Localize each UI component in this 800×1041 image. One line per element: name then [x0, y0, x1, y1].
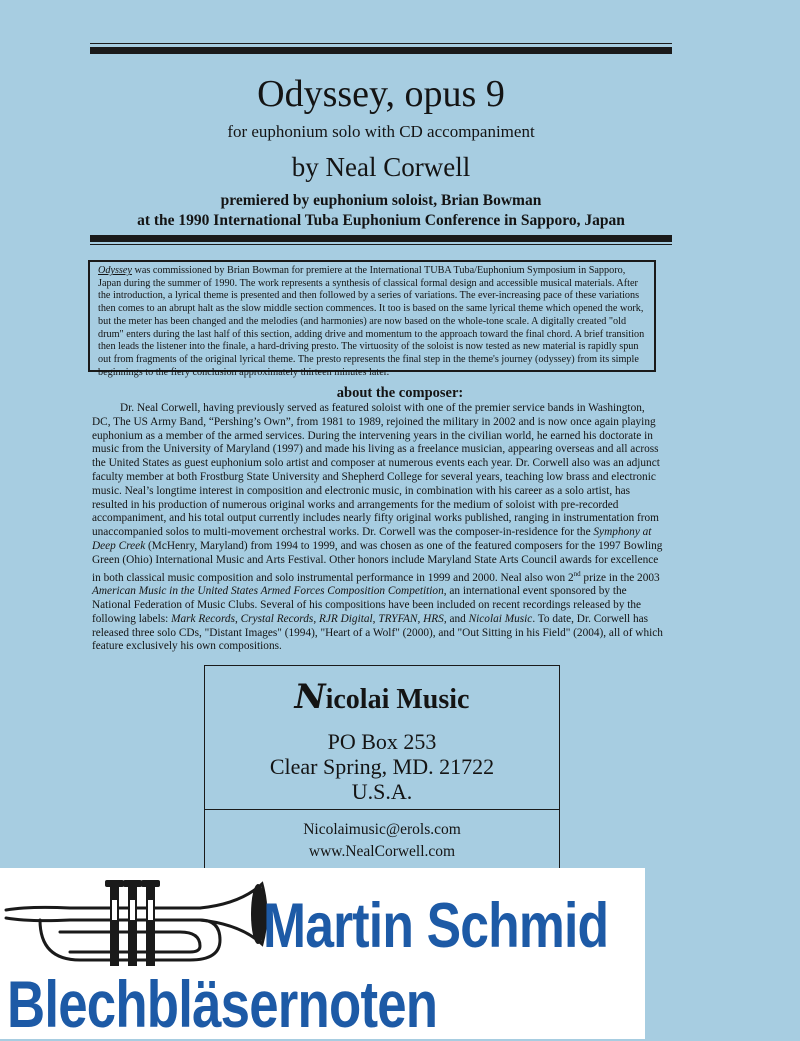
publisher-email: Nicolaimusic@erols.com — [303, 821, 461, 838]
publisher-name: Nicolai Music — [294, 677, 470, 717]
composer-biography: Dr. Neal Corwell, having previously served as featured soloist with one of the premier service bands in Washington, DC, The US Army Band, “Pershing’s Own”, from 1981 to 1989, rejoined the military in 2002 and is now once again playing euphonium as a member of the armed services. During the intervening years in the civilian world, he earned his doctorate in music from the University of Maryland (1997) and made his living as a freelance musician, appearing overseas and all across the United States as guest euphonium solo artist and composer at numerous events each year. Dr. Corwell also was an adjunct faculty member at both Frostburg State University and Shepherd College for several years, teaching low brass and electronic music. Neal’s longtime interest in composition and electronic music, in combination with his career as a solo artist, has resulted in his production of numerous original works and arrangements for the medium of soloist with pre-recorded accompaniment, and his total output currently includes nearly fifty original works published, ranging in instrumentation from unaccompanied solos to multi-movement orchestral works. Dr. Corwell was the composer-in-residence for the Symphony at Deep Creek (McHenry, Maryland) from 1994 to 1999, and was chosen as one of the featured composers for the 1997 Bowling Green (Ohio) International Music and Arts Festival. Other honors include Maryland State Arts Council awards for excellence in both classical music composition and solo instrumental performance in 1999 and 2000. Neal also won 2nd prize in the 2003 American Music in the United States Armed Forces Composition Competition, an international event sponsored by the National Federation of Music Clubs. Several of his compositions have been included on recent recordings released by the following labels: Mark Records, Crystal Records, RJR Digital, TRYFAN, HRS, and Nicolai Music. To date, Dr. Corwell has released three solo CDs, "Distant Images" (1994), "Heart of a Wolf" (2000), and "Out Sitting in his Field" (2004), all of which feature exclusively his own compositions. — [92, 402, 663, 653]
po-box: PO Box 253 — [327, 729, 437, 754]
premiere-line-2: at the 1990 International Tuba Euphonium Conference in Sapporo, Japan — [137, 212, 625, 229]
country: U.S.A. — [351, 779, 413, 804]
publisher-contact-box — [204, 665, 560, 870]
program-notes-box — [88, 260, 656, 378]
city-state-zip: Clear Spring, MD. 21722 — [269, 754, 495, 779]
label-crystal-records: Crystal Records — [240, 612, 314, 625]
dealer-name: Martin Schmid — [263, 891, 609, 961]
contact-web — [205, 819, 559, 863]
symphony-name: Symphony at Deep Creek — [92, 526, 652, 552]
dealer-tagline: Blechbläsernoten — [7, 967, 438, 1041]
label-rjr-digital: RJR Digital — [319, 612, 373, 625]
work-subtitle: for euphonium solo with CD accompaniment — [227, 122, 535, 141]
premiere-line-1: premiered by euphonium soloist, Brian Bowman — [220, 192, 542, 209]
publisher-address — [205, 729, 559, 804]
competition-name: American Music in the United States Armed Forces Composition Competition — [92, 585, 444, 598]
composer-name: by Neal Corwell — [291, 152, 471, 182]
top-rule — [90, 47, 672, 54]
title-block — [90, 72, 672, 231]
label-nicolai-music: Nicolai Music — [468, 612, 533, 625]
premiere-note — [90, 191, 672, 231]
program-notes-text: was commissioned by Brian Bowman for premiere at the International TUBA Tuba/Euphonium Symposium in Sapporo, Japan during the summer of 1990. The work represents a synthesis of classical formal design and accessible musical materials. After the introduction, a lyrical theme is presented and then followed by a series of variations. The ever-increasing pace of these variations then comes to an abrupt halt as the slow middle section commences. It too is based on the same lyrical theme which opened the work, but the meter has been changed and the melodies (and harmonies) are now based on the whole-tone scale. A digitally created "old drum" enters during the last half of this section, adding drive and momentum to the approach toward the final chord. A brief transition then leads the listener into the finale, a hard-driving presto. The virtuosity of the soloist is now tested as new material is rapidly spun out from fragments of the original lyrical theme. The presto represents the final step in the theme's journey (odyssey) from its simple beginnings to the fiery conclusion approximately thirteen minutes later. — [98, 265, 645, 378]
program-notes-work-title: Odyssey — [98, 265, 132, 276]
publisher-website: www.NealCorwell.com — [308, 843, 456, 860]
work-title: Odyssey, opus 9 — [257, 73, 505, 115]
contact-divider — [205, 809, 559, 810]
bottom-rule — [90, 235, 672, 242]
label-tryfan-hrs: TRYFAN, HRS — [378, 612, 444, 625]
label-mark-records: Mark Records — [171, 612, 235, 625]
about-composer-heading: about the composer: — [336, 385, 464, 401]
